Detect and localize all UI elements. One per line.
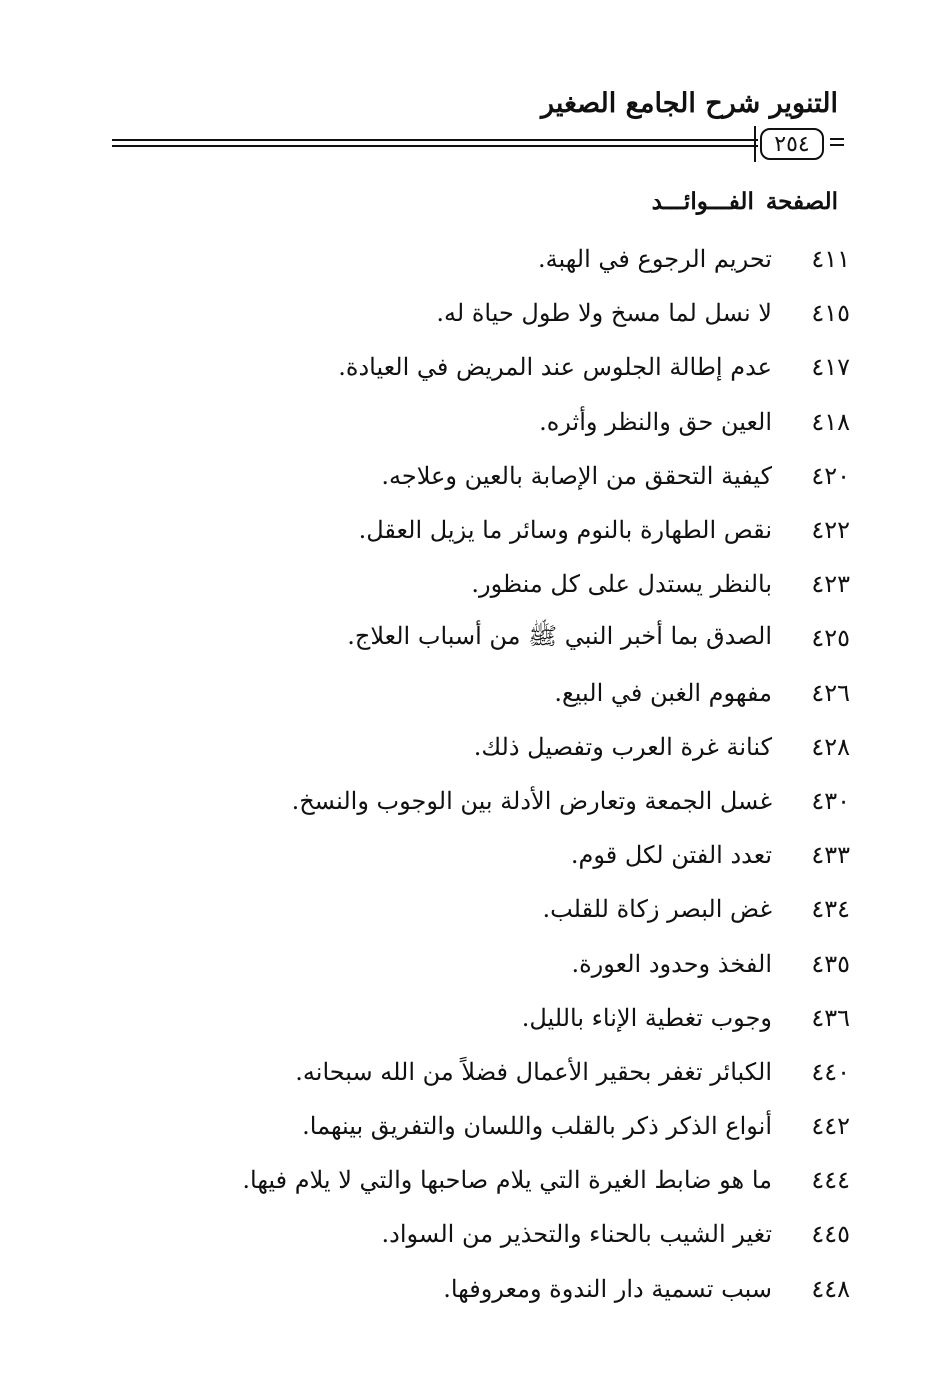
entry-text: الفخذ وحدود العورة.	[571, 949, 772, 978]
column-header	[652, 188, 838, 215]
index-entry	[150, 557, 850, 611]
entry-page-number: ٤١٨	[811, 407, 850, 436]
index-entry	[150, 991, 850, 1045]
entry-page-number: ٤٢٣	[811, 570, 850, 599]
index-entry	[150, 611, 850, 665]
entry-page-number: ٤٢٠	[811, 461, 850, 490]
entry-page-number: ٤٣٦	[811, 1003, 850, 1032]
entry-page-number: ٤٤٥	[811, 1220, 850, 1249]
entry-text: نقص الطهارة بالنوم وسائر ما يزيل العقل.	[358, 516, 772, 545]
index-entry	[150, 286, 850, 340]
entry-text: غض البصر زكاة للقلب.	[542, 895, 772, 924]
entry-text: ما هو ضابط الغيرة التي يلام صاحبها والتي لا يلام فيها.	[242, 1166, 772, 1195]
entry-text: وجوب تغطية الإناء بالليل.	[521, 1003, 772, 1032]
entry-page-number: ٤٣٤	[811, 895, 850, 924]
index-entry	[150, 395, 850, 449]
entry-page-number: ٤٤٠	[811, 1057, 850, 1086]
index-entry	[150, 449, 850, 503]
entry-text: بالنظر يستدل على كل منظور.	[471, 570, 772, 599]
entry-page-number: ٤٣٣	[811, 841, 850, 870]
index-entry	[150, 666, 850, 720]
index-entry	[150, 882, 850, 936]
entry-page-number: ٤٣٠	[811, 786, 850, 815]
entry-text: كنانة غرة العرب وتفصيل ذلك.	[473, 732, 772, 761]
entry-text: العين حق والنظر وأثره.	[539, 407, 772, 436]
entry-text: سبب تسمية دار الندوة ومعروفها.	[443, 1274, 772, 1303]
index-entry	[150, 1207, 850, 1261]
entry-text: تعدد الفتن لكل قوم.	[570, 841, 772, 870]
index-entry	[150, 1099, 850, 1153]
entry-page-number: ٤٤٢	[811, 1112, 850, 1141]
index-entry	[150, 1045, 850, 1099]
entry-page-number: ٤٢٦	[811, 678, 850, 707]
entry-text: أنواع الذكر ذكر بالقلب واللسان والتفريق بينهما.	[302, 1112, 772, 1141]
index-entry	[150, 828, 850, 882]
entry-text: لا نسل لما مسخ ولا طول حياة له.	[436, 299, 772, 328]
entry-text: عدم إطالة الجلوس عند المريض في العيادة.	[338, 353, 772, 382]
index-entry	[150, 1262, 850, 1316]
column-page-label: الصفحة	[765, 188, 838, 215]
index-entry	[150, 936, 850, 990]
index-entry	[150, 1153, 850, 1207]
header-rule-end	[830, 138, 844, 146]
entry-page-number: ٤١٧	[811, 353, 850, 382]
entry-text: تغير الشيب بالحناء والتحذير من السواد.	[381, 1220, 772, 1249]
entry-text: الكبائر تغفر بحقير الأعمال فضلاً من الله سبحانه.	[295, 1057, 772, 1086]
entry-page-number: ٤٣٥	[811, 949, 850, 978]
index-entry	[150, 340, 850, 394]
entry-text: مفهوم الغبن في البيع.	[554, 678, 772, 707]
page-number: ٢٥٤	[760, 128, 824, 160]
entry-page-number: ٤٢٢	[811, 516, 850, 545]
entry-page-number: ٤٢٥	[811, 624, 850, 653]
index-entry	[150, 232, 850, 286]
index-entry	[150, 720, 850, 774]
index-entry	[150, 774, 850, 828]
entry-text: كيفية التحقق من الإصابة بالعين وعلاجه.	[381, 461, 772, 490]
entry-text: غسل الجمعة وتعارض الأدلة بين الوجوب والنسخ.	[291, 786, 772, 815]
header-double-rule	[112, 139, 758, 147]
entry-text: تحريم الرجوع في الهبة.	[538, 245, 772, 274]
entry-text: الصدق بما أخبر النبي ﷺ من أسباب العلاج.	[347, 621, 772, 650]
index-entries	[150, 232, 850, 1316]
entry-page-number: ٤٢٨	[811, 732, 850, 761]
entry-page-number: ٤٤٨	[811, 1274, 850, 1303]
entry-page-number: ٤١٥	[811, 299, 850, 328]
running-title: التنوير شرح الجامع الصغير	[541, 88, 838, 119]
index-entry	[150, 503, 850, 557]
entry-page-number: ٤٤٤	[811, 1166, 850, 1195]
entry-page-number: ٤١١	[811, 245, 850, 274]
column-topic-label: الفـــوائـــد	[651, 188, 754, 215]
